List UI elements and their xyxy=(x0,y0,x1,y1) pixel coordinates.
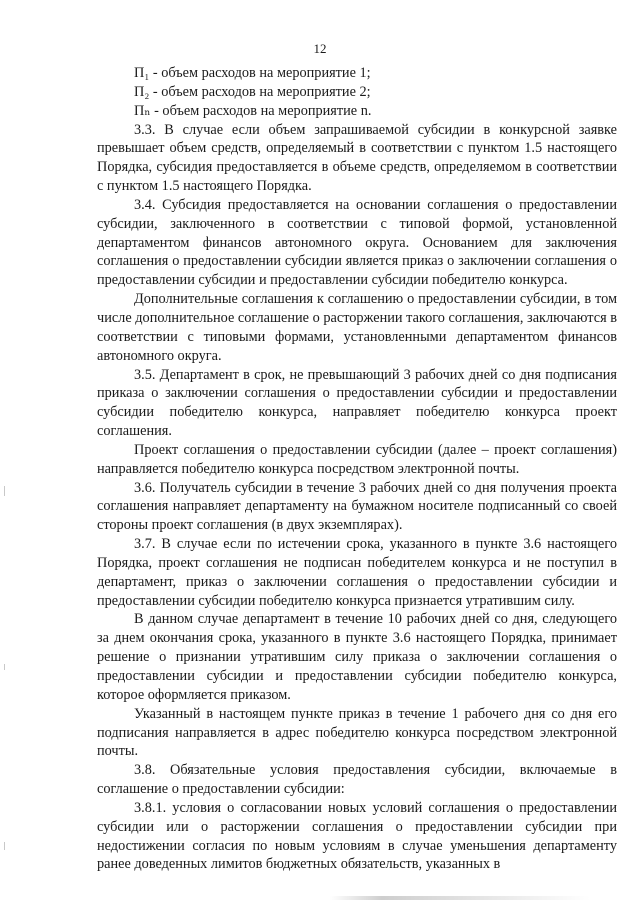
paragraph-draft-agreement: Проект соглашения о предоставлении субсидии (далее – проект соглашения) направляется победителю конкурса посредством электронной почты. xyxy=(97,441,617,477)
paragraph-additional-agreements: Дополнительные соглашения к соглашению о предоставлении субсидии, в том числе дополнительное соглашение о расторжении такого соглашения, заключаются в соответствии с типовыми формами, установленными департаментом финансов автономного округа. xyxy=(97,291,617,364)
paragraph-3-8-1: 3.8.1. условия о согласовании новых условий соглашения о предоставлении субсидии или о расторжении соглашения о предоставлении субсидии при недостижении согласия по новым условиям в случае уменьшения департаменту ранее доведенных лимитов бюджетных обязательств, указанных в xyxy=(97,799,617,873)
scan-artifact xyxy=(4,842,5,850)
variable-definition: Пₙ - объем расходов на мероприятие n. xyxy=(134,102,372,119)
paragraph-order-delivery: Указанный в настоящем пункте приказ в течение 1 рабочего дня со дня его подписания направляется в адрес победителю конкурса посредством электронной почты. xyxy=(97,705,617,760)
paragraph-3-7: 3.7. В случае если по истечении срока, указанного в пункте 3.6 настоящего Порядка, проект соглашения не подписан победителем конкурса и не поступил в департамент, приказ о заключении соглашения о предоставлении субсидии и предоставлении субсидии победителю конкурса признается утратившим силу. xyxy=(97,536,617,609)
variable-definition: П₂ - объем расходов на мероприятие 2; xyxy=(134,83,371,100)
paragraph-3-5: 3.5. Департамент в срок, не превышающий 3 рабочих дней со дня подписания приказа о заключении соглашения о предоставлении субсидии и предоставлении субсидии победителю конкурса, направляет победителю конкурса проект соглашения. xyxy=(97,366,617,440)
page-number: 12 xyxy=(313,41,327,56)
paragraph-3-8: 3.8. Обязательные условия предоставления субсидии, включаемые в соглашение о предоставлении субсидии: xyxy=(97,762,617,798)
paragraph-3-4: 3.4. Субсидия предоставляется на основании соглашения о предоставлении субсидии, заключенного в соответствии с типовой формой, установленной департаментом финансов автономного округа. Основанием для заключения соглашения о предоставлении субсидии является приказ о заключении соглашения о предоставлении субсидии и предоставлении субсидии победителю конкурса. xyxy=(97,196,617,289)
paragraph-revocation: В данном случае департамент в течение 10 рабочих дней со дня, следующего за днем окончания срока, указанного в пункте 3.6 настоящего Порядка, принимает решение о признании утратившим силу приказа о заключении соглашения о предоставлении субсидии и предоставлении субсидии победителю конкурса, которое оформляется приказом. xyxy=(97,611,617,703)
document-body xyxy=(97,64,617,874)
scan-artifact xyxy=(330,896,590,900)
variable-definition: П₁ - объем расходов на мероприятие 1; xyxy=(134,65,371,81)
scan-artifact xyxy=(4,664,5,670)
paragraph-3-3: 3.3. В случае если объем запрашиваемой субсидии в конкурсной заявке превышает объем средств, определяемый в соответствии с пунктом 1.5 настоящего Порядка, субсидия предоставляется в объеме средств, определяемом в соответствии с пунктом 1.5 настоящего Порядка. xyxy=(97,121,617,195)
paragraph-3-6: 3.6. Получатель субсидии в течение 3 рабочих дней со дня получения проекта соглашения направляет департаменту на бумажном носителе подписанный со своей стороны проект соглашения (в двух экземплярах). xyxy=(97,479,617,534)
scan-artifact xyxy=(4,486,5,496)
